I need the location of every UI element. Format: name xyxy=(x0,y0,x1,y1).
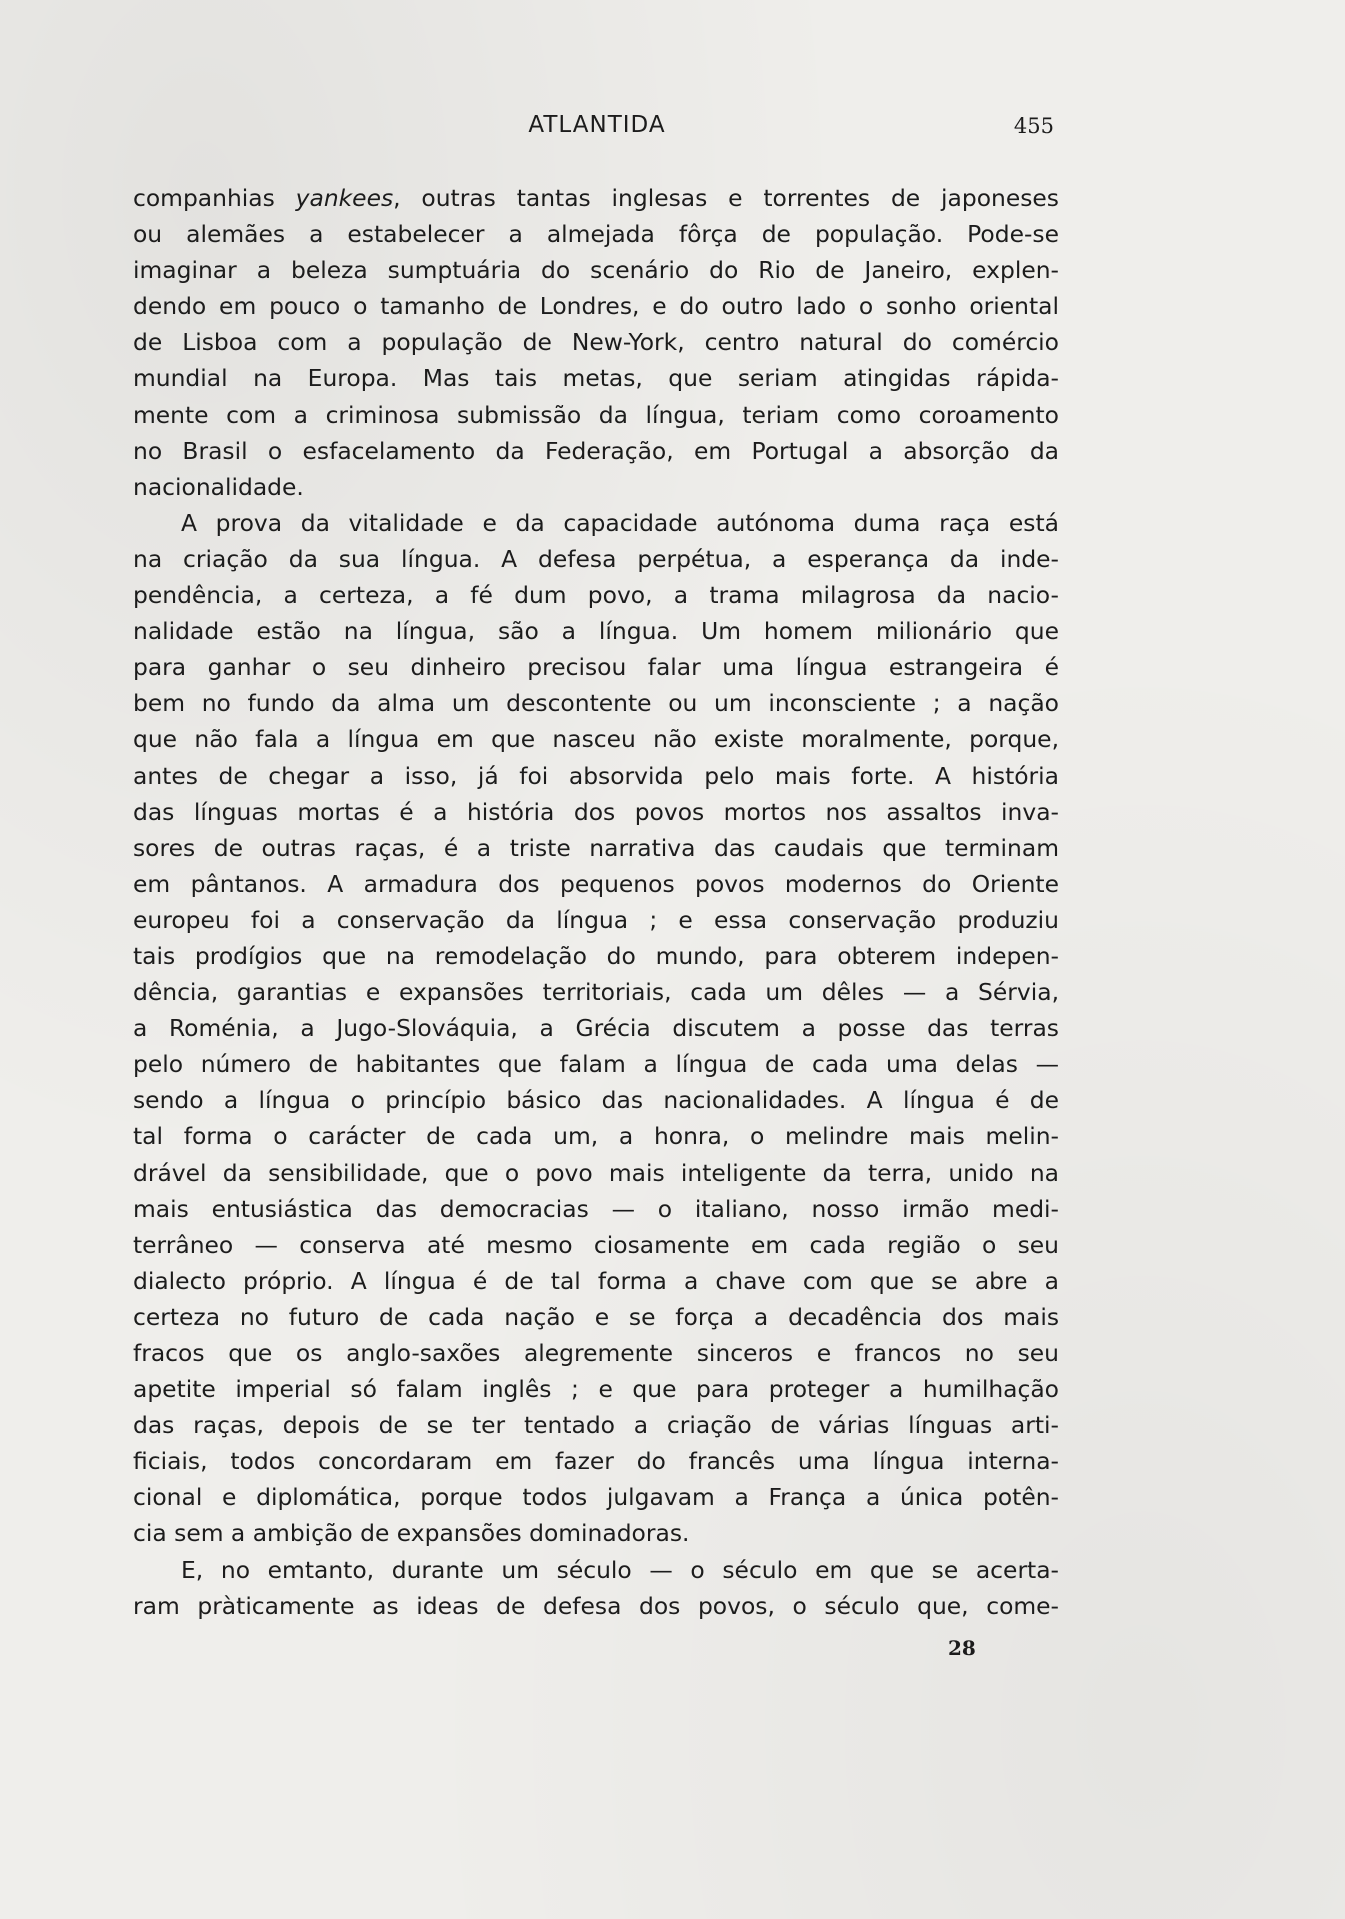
text-line: mundial na Europa. Mas tais metas, que seriam atingidas rápida- xyxy=(133,364,1059,393)
text-line: a Roménia, a Jugo-Slováquia, a Grécia discutem a posse das terras xyxy=(133,1014,1059,1043)
text-line: fracos que os anglo-saxões alegremente sinceros e francos no seu xyxy=(133,1339,1059,1367)
text-line: apetite imperial só falam inglês ; e que para proteger a humilhação xyxy=(133,1375,1059,1404)
text-line: cia sem a ambição de expansões dominadoras. xyxy=(133,1519,690,1548)
text-line: mais entusiástica das democracias — o italiano, nosso irmão medi- xyxy=(133,1194,1059,1223)
text-line: nalidade estão na língua, são a língua. Um homem milionário que xyxy=(133,617,1059,646)
running-title: ATLANTIDA xyxy=(528,112,666,138)
text-line: bem no fundo da alma um descontente ou um inconsciente ; a nação xyxy=(133,689,1059,718)
text-line: ou alemães a estabelecer a almejada fôrça de população. Pode-se xyxy=(133,220,1059,249)
text-line: mente com a criminosa submissão da língua, teriam como coroamento xyxy=(133,400,1059,429)
text-line: das raças, depois de se ter tentado a criação de várias línguas arti- xyxy=(133,1411,1059,1440)
text-line: europeu foi a conservação da língua ; e essa conservação produziu xyxy=(133,905,1059,934)
text-line: terrâneo — conserva até mesmo ciosamente em cada região o seu xyxy=(133,1230,1059,1259)
text-line: dialecto próprio. A língua é de tal forma a chave com que se abre a xyxy=(133,1266,1059,1295)
text-line: sendo a língua o princípio básico das nacionalidades. A língua é de xyxy=(133,1086,1059,1115)
body-text xyxy=(133,180,1059,1624)
text-line: dendo em pouco o tamanho de Londres, e do outro lado o sonho oriental xyxy=(133,292,1059,321)
text-line: nacionalidade. xyxy=(133,472,304,501)
page-header xyxy=(132,112,1062,148)
text-line: sores de outras raças, é a triste narrativa das caudais que terminam xyxy=(133,833,1059,862)
text-line: drável da sensibilidade, que o povo mais inteligente da terra, unido na xyxy=(133,1158,1059,1187)
text-line: antes de chegar a isso, já foi absorvida pelo mais forte. A história xyxy=(133,761,1059,790)
text-line: para ganhar o seu dinheiro precisou falar uma língua estrangeira é xyxy=(133,653,1059,682)
text-line: em pântanos. A armadura dos pequenos povos modernos do Oriente xyxy=(133,869,1059,898)
text-line: que não fala a língua em que nasceu não existe moralmente, porque, xyxy=(133,725,1059,754)
text-line: A prova da vitalidade e da capacidade autónoma duma raça está xyxy=(181,508,1059,537)
text-line: ram pràticamente as ideas de defesa dos povos, o século que, come- xyxy=(133,1591,1059,1620)
text-line: cional e diplomática, porque todos julgavam a França a única potên- xyxy=(133,1483,1059,1512)
text-line: certeza no futuro de cada nação e se força a decadência dos mais xyxy=(133,1302,1059,1331)
text-line: no Brasil o esfacelamento da Federação, em Portugal a absorção da xyxy=(133,436,1059,465)
text-line: na criação da sua língua. A defesa perpétua, a esperança da inde- xyxy=(133,544,1059,573)
page-number: 455 xyxy=(1013,114,1054,138)
text-line: companhias yankees, outras tantas inglesas e torrentes de japoneses xyxy=(133,184,1059,212)
text-line: dência, garantias e expansões territoriais, cada um dêles — a Sérvia, xyxy=(133,978,1059,1007)
text-line: imaginar a beleza sumptuária do scenário do Rio de Janeiro, explen- xyxy=(133,256,1059,285)
text-line: E, no emtanto, durante um século — o século em que se acerta- xyxy=(181,1555,1059,1584)
signature-mark: 28 xyxy=(948,1636,976,1660)
text-line: pendência, a certeza, a fé dum povo, a trama milagrosa da nacio- xyxy=(133,581,1059,610)
text-line: das línguas mortas é a história dos povos mortos nos assaltos inva- xyxy=(133,797,1059,826)
text-line: de Lisboa com a população de New-York, centro natural do comércio xyxy=(133,328,1059,357)
italic-word: yankees xyxy=(295,184,394,212)
text-line: tais prodígios que na remodelação do mundo, para obterem indepen- xyxy=(133,941,1059,970)
text-line: tal forma o carácter de cada um, a honra, o melindre mais melin- xyxy=(133,1122,1059,1151)
text-line: pelo número de habitantes que falam a língua de cada uma delas — xyxy=(133,1050,1059,1079)
text-line: ficiais, todos concordaram em fazer do francês uma língua interna- xyxy=(133,1447,1059,1476)
